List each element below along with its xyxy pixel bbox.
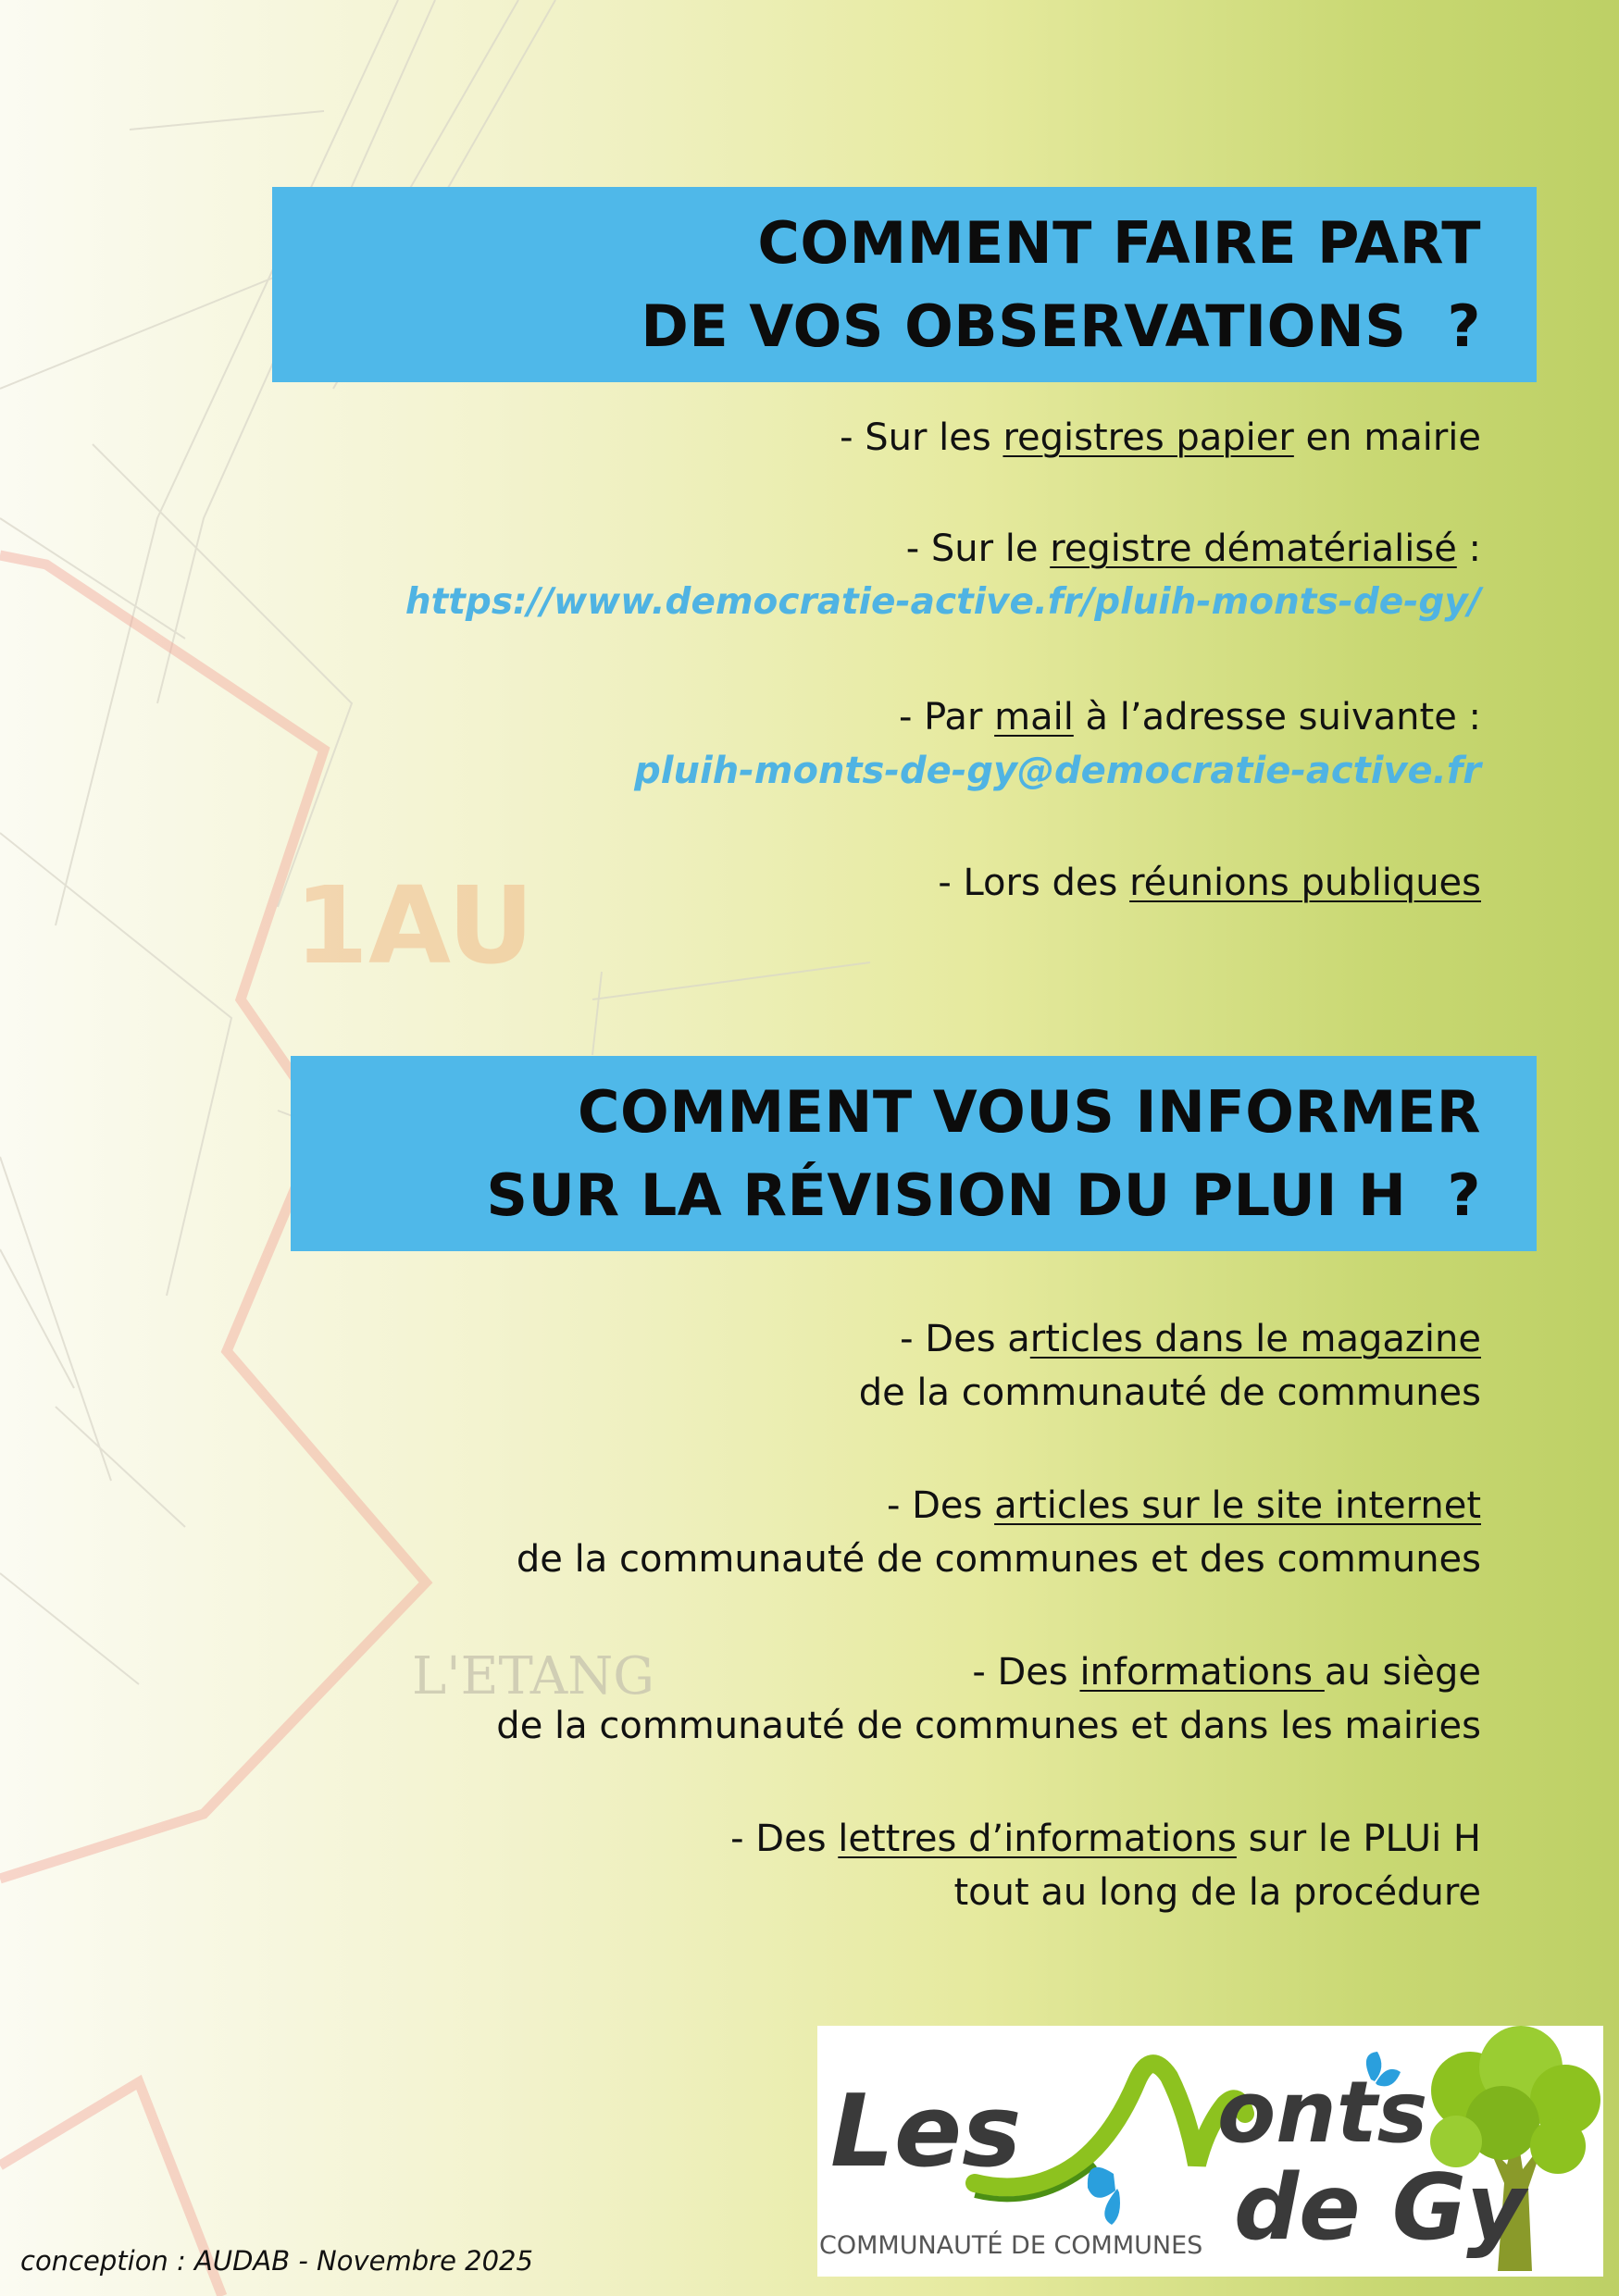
item-suffix: à l’adresse suivante : [1073,696,1481,738]
item-prefix: - Des [972,1651,1080,1694]
observation-item-digital-register [405,522,1481,629]
item-line-2: de la communauté de communes et des communes [516,1538,1481,1581]
butterfly-icon [1088,2167,1120,2225]
item-suffix: : [1456,527,1481,570]
info-item-newsletters [730,1812,1481,1919]
info-item-magazine [859,1312,1481,1420]
item-underlined: registres papier [1003,416,1294,459]
logo-text-de-gy: de Gy [1234,2155,1526,2261]
information-title-line-1: COMMENT VOUS INFORMER [578,1077,1481,1146]
item-prefix: - Lors des [938,862,1130,904]
observations-title-line-1: COMMENT FAIRE PART [757,208,1481,277]
logo-text-onts: onts [1217,2063,1428,2162]
item-suffix: en mairie [1293,416,1481,459]
item-line-2: de la communauté de communes [858,1371,1481,1414]
mail-address-link[interactable]: pluih-monts-de-gy@democratie-active.fr [634,750,1481,792]
item-prefix: - Des [730,1818,839,1860]
info-item-website [517,1479,1481,1586]
digital-register-link[interactable]: https://www.democratie-active.fr/pluih-monts-de-gy/ [405,581,1481,623]
item-underlined: réunions publiques [1129,862,1481,904]
item-line-2: tout au long de la procédure [953,1871,1481,1914]
item-line-2: de la communauté de communes et dans les mairies [496,1705,1481,1747]
item-prefix: - Des a [900,1318,1030,1360]
les-monts-de-gy-logo [817,2026,1603,2277]
item-suffix: sur le PLUi H [1236,1818,1481,1860]
item-underlined: articles sur le site internet [994,1484,1481,1527]
information-title-line-2: SUR LA RÉVISION DU PLUI H ? [486,1160,1481,1229]
item-underlined: rticles dans le magazine [1029,1318,1481,1360]
item-prefix: - Par [898,696,995,738]
item-suffix: au siège [1324,1651,1481,1694]
info-item-headquarters [496,1645,1481,1753]
item-prefix: - Des [886,1484,995,1527]
item-prefix: - Sur les [840,416,1003,459]
logo-text-les: Les [830,2074,1022,2190]
item-underlined: registre dématérialisé [1050,527,1457,570]
observation-item-public-meetings [938,856,1481,910]
observation-item-mail [634,690,1481,798]
item-prefix: - Sur le [905,527,1051,570]
information-banner [291,1056,1537,1251]
observation-item-paper-register [840,411,1481,465]
logo-subtitle: COMMUNAUTÉ DE COMMUNES [819,2231,1203,2260]
observations-title-line-2: DE VOS OBSERVATIONS ? [641,292,1481,360]
observations-banner [272,187,1537,382]
item-underlined: lettres d’informations [838,1818,1237,1860]
map-zone-label: 1AU [294,864,534,988]
map-place-label: L'ETANG [412,1646,654,1706]
item-underlined: mail [994,696,1074,738]
design-credit: conception : AUDAB - Novembre 2025 [20,2245,533,2277]
item-underlined: informations [1079,1651,1325,1694]
